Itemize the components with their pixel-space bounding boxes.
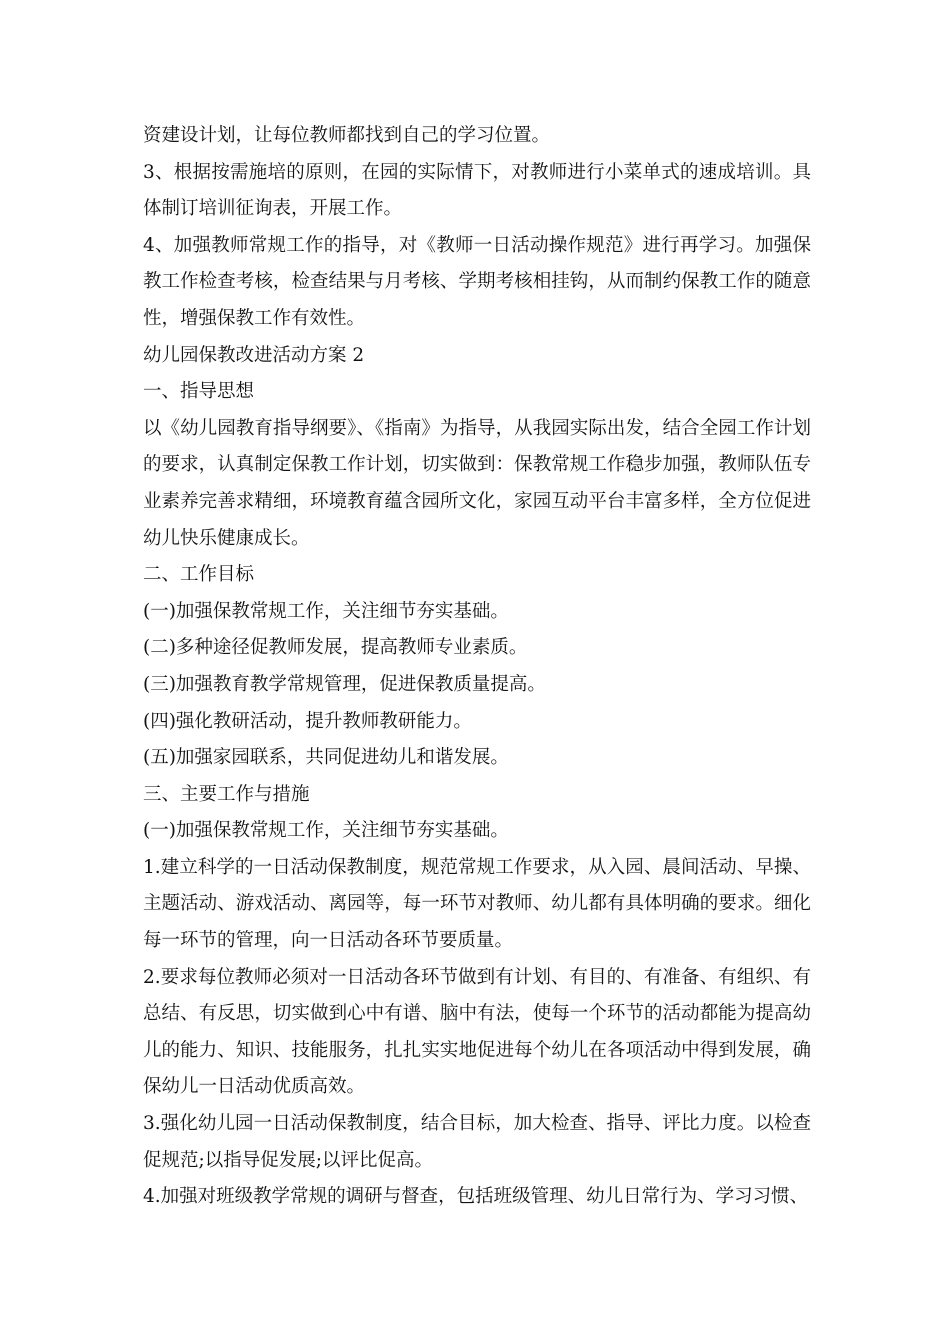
measure-item-4: 4.加强对班级教学常规的调研与督查，包括班级管理、幼儿日常行为、学习习惯、: [143, 1186, 809, 1208]
heading-main-work: 三、主要工作与措施: [143, 783, 310, 805]
document-body: [143, 118, 811, 1216]
paragraph-item-4: 4、加强教师常规工作的指导，对《教师一日活动操作规范》进行再学习。加强保教工作检查考核，检查结果与月考核、学期考核相挂钩，从而制约保教工作的随意性，增强保教工作有效性。: [143, 234, 811, 329]
goal-item-2: (二)多种途径促教师发展，提高教师专业素质。: [143, 637, 528, 659]
heading-guiding-thought: 一、指导思想: [143, 381, 255, 403]
measure-item-1: 1.建立科学的一日活动保教制度，规范常规工作要求，从入园、晨间活动、早操、主题活动、游戏活动、离园等，每一环节对教师、幼儿都有具体明确的要求。细化每一环节的管理，向一日活动各环节要质量。: [143, 856, 811, 952]
paragraph-guiding-thought: 以《幼儿园教育指导纲要》、《指南》为指导，从我园实际出发，结合全园工作计划的要求，认真制定保教工作计划，切实做到：保教常规工作稳步加强，教师队伍专业素养完善求精细，环境教育蕴含园所文化，家园互动平台丰富多样，全方位促进幼儿快乐健康成长。: [143, 417, 811, 549]
heading-work-goals: 二、工作目标: [143, 564, 255, 586]
measure-item-2: 2.要求每位教师必须对一日活动各环节做到有计划、有目的、有准备、有组织、有总结、有反思，切实做到心中有谱、脑中有法，使每一个环节的活动都能为提高幼儿的能力、知识、技能服务，扎扎实实地促进每个幼儿在各项活动中得到发展，确保幼儿一日活动优质高效。: [143, 966, 811, 1098]
goal-item-3: (三)加强教育教学常规管理，促进保教质量提高。: [143, 673, 546, 695]
goal-item-1: (一)加强保教常规工作，关注细节夯实基础。: [143, 600, 509, 622]
section-title: 幼儿园保教改进活动方案 2: [143, 344, 365, 366]
paragraph-item-3: 3、根据按需施培的原则，在园的实际情下，对教师进行小菜单式的速成培训。具体制订培训征询表，开展工作。: [143, 161, 811, 220]
subheading-measure-1: (一)加强保教常规工作，关注细节夯实基础。: [143, 820, 509, 842]
measure-item-3: 3.强化幼儿园一日活动保教制度，结合目标，加大检查、指导、评比力度。以检查促规范;以指导促发展;以评比促高。: [143, 1113, 811, 1171]
goal-item-5: (五)加强家园联系，共同促进幼儿和谐发展。: [143, 747, 509, 769]
paragraph-continuation: 资建设计划，让每位教师都找到自己的学习位置。: [143, 125, 551, 146]
goal-item-4: (四)强化教研活动，提升教师教研能力。: [143, 710, 472, 732]
